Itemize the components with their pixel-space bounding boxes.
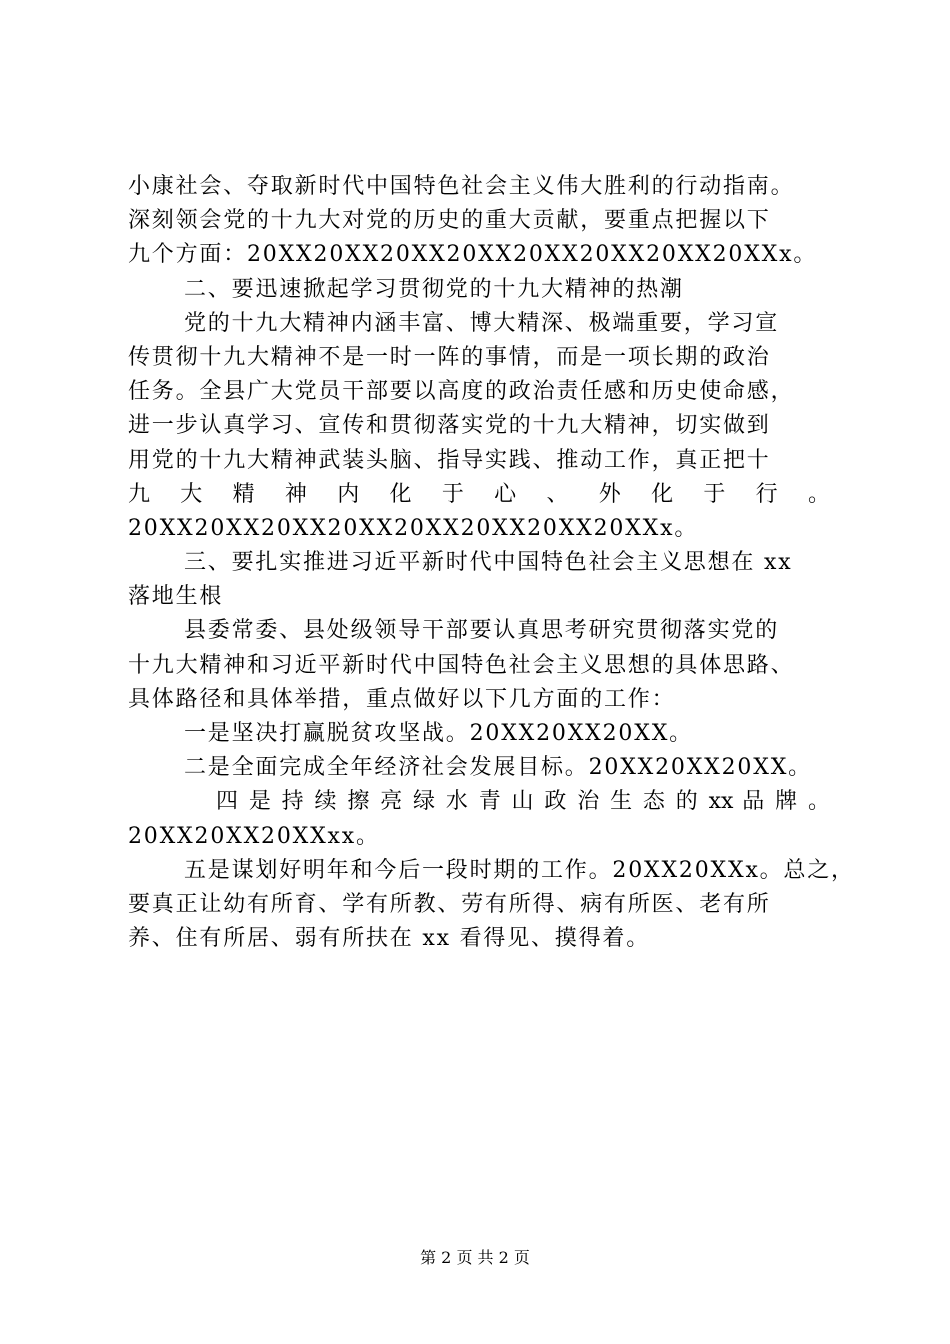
list-item: 五是谋划好明年和今后一段时期的工作。20XX20XXx。总之， [184, 857, 855, 883]
list-item: 四 是 持 续 擦 亮 绿 水 青 山 政 治 生 态 的 xx 品 牌 。 [216, 789, 830, 815]
text-line: 进一步认真学习、宣传和贯彻落实党的十九大精神，切实做到 [128, 413, 771, 439]
text-line: 养、住有所居、弱有所扶在 xx 看得见、摸得着。 [128, 926, 651, 952]
text-line: 小康社会、夺取新时代中国特色社会主义伟大胜利的行动指南。 [128, 174, 795, 199]
text-line: 具体路径和具体举措，重点做好以下几方面的工作： [128, 686, 676, 712]
text-line: 县委常委、县处级领导干部要认真思考研究贯彻落实党的 [184, 618, 780, 644]
section-heading-3: 三、要扎实推进习近平新时代中国特色社会主义思想在 xx [184, 550, 793, 576]
text-line: 20XX20XX20XX20XX20XX20XX20XX20XXx。 [128, 515, 699, 541]
document-body [128, 170, 855, 956]
section-heading-2: 二、要迅速掀起学习贯彻党的十九大精神的热潮 [184, 276, 684, 302]
text-line: 深刻领会党的十九大对党的历史的重大贡献，要重点把握以下 [128, 208, 771, 234]
page-number: 第 2 页 共 2 页 [420, 1248, 530, 1267]
text-line: 十九大精神和习近平新时代中国特色社会主义思想的具体思路、 [128, 652, 795, 678]
text-line: 任务。全县广大党员干部要以高度的政治责任感和历史使命感， [128, 379, 795, 405]
page-footer [0, 1245, 950, 1268]
list-item: 一是坚决打赢脱贫攻坚战。20XX20XX20XX。 [184, 721, 693, 746]
list-item: 二是全面完成全年经济社会发展目标。20XX20XX20XX。 [184, 755, 812, 781]
section-heading-3-cont: 落地生根 [128, 584, 224, 610]
text-line: 九个方面：20XX20XX20XX20XX20XX20XX20XX20XXx。 [128, 242, 818, 268]
text-line: 党的十九大精神内涵丰富、博大精深、极端重要，学习宣 [184, 310, 780, 336]
text-line: 20XX20XX20XXxx。 [128, 823, 380, 849]
text-line: 要真正让幼有所育、学有所教、劳有所得、病有所医、老有所 [128, 891, 771, 917]
text-line: 用党的十九大精神武装头脑、指导实践、推动工作，真正把十 [128, 447, 771, 473]
text-line: 传贯彻十九大精神不是一时一阵的事情，而是一项长期的政治 [128, 344, 771, 370]
text-line: 九 大 精 神 内 化 于 心 、 外 化 于 行 。 [128, 481, 830, 507]
